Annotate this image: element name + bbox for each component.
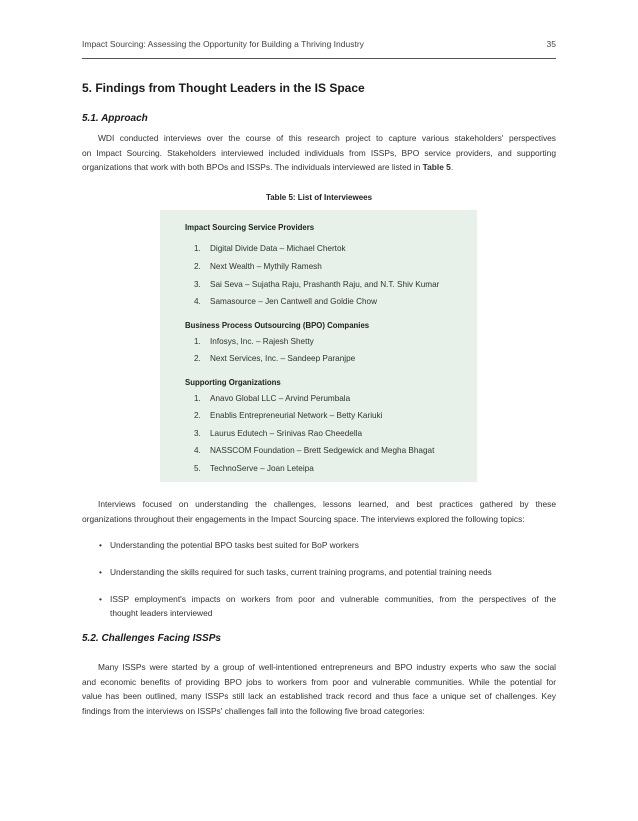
paragraph-line: value has been outlined, many ISSPs still lack an established track record and thus face a unique set of challenges. Key [82,691,556,701]
table-caption: Table 5: List of Interviewees [265,193,373,202]
bullet-line: ISSP employment's impacts on workers from poor and vulnerable communities, from the perspectives of the [110,594,556,604]
list-item-text: Digital Divide Data – Michael Chertok [210,244,346,253]
bullet-dot-icon: • [99,594,102,604]
list-item-text: Enablis Entrepreneurial Network – Betty Kariuki [210,411,383,420]
list-item-text: Anavo Global LLC – Arvind Perumbala [210,394,351,403]
list-item-number: 3. [194,280,201,289]
list-item [194,464,314,473]
running-title: Impact Sourcing: Assessing the Opportunity for Building a Thriving Industry [82,39,364,49]
list-item-number: 1. [194,244,201,253]
bullet-text [99,592,556,620]
list-item-text: Sai Seva – Sujatha Raju, Prashanth Raju, and N.T. Shiv Kumar [210,280,440,289]
list-item-text: Next Wealth – Mythily Ramesh [210,262,322,271]
paragraph-line: on Impact Sourcing. Stakeholders interviewed included individuals from ISSPs, BPO service providers, and supporting [82,147,556,158]
list-item-text: NASSCOM Foundation – Brett Sedgewick and Megha Bhagat [210,446,435,455]
section-title: 5. Findings from Thought Leaders in the IS Space [82,81,365,95]
list-item [194,354,355,363]
list-item [194,297,377,306]
bullet-line: Understanding the skills required for such tasks, current training programs, and potential training needs [110,567,492,577]
list-item-number: 4. [194,446,201,455]
list-item [194,244,346,253]
paragraph-line: Interviews focused on understanding the challenges, lessons learned, and best practices gathered by these [98,499,556,509]
header-rule [82,58,556,59]
group-title-supporting: Supporting Organizations [185,378,281,387]
list-item-number: 1. [194,337,201,346]
paragraph-line: findings from the interviews on ISSPs' challenges fall into the following five broad categories: [82,705,425,716]
table-reference-suffix: . [450,162,454,172]
paragraph-line-text: organizations that work with both BPOs and ISSPs. The individuals interviewed are listed in [82,162,423,172]
list-item-text: TechnoServe – Joan Leteipa [210,464,314,473]
list-item-number: 2. [194,411,201,420]
paragraph-line: organizations throughout their engagements in the Impact Sourcing space. The interviews explored the following topics: [82,513,525,524]
list-item-number: 4. [194,297,201,306]
approach-paragraph [82,131,556,175]
list-item-number: 5. [194,464,201,473]
list-item [194,446,434,455]
list-item [194,411,382,420]
bullet-line: thought leaders interviewed [110,608,213,618]
list-item [194,429,362,438]
paragraph-line: WDI conducted interviews over the course of this research project to capture various stakeholders' perspectives [98,133,556,143]
list-item-text: Next Services, Inc. – Sandeep Paranjpe [210,354,356,363]
subsection-title-approach: 5.1. Approach [82,113,148,124]
interviews-paragraph [82,497,556,526]
page-header [82,39,556,49]
group-title-bpo: Business Process Outsourcing (BPO) Companies [185,321,370,330]
list-item-text: Samasource – Jen Cantwell and Goldie Chow [210,297,378,306]
table-reference: Table 5 [422,162,451,172]
list-item-number: 2. [194,262,201,271]
paragraph-line [82,160,556,175]
list-item-text: Laurus Edutech – Srinivas Rao Cheedella [210,429,363,438]
list-item [194,394,350,403]
paragraph-line: and economic benefits of providing BPO jobs to workers from poor and vulnerable communities. While the potential for [82,676,556,687]
list-item [194,337,314,346]
bullet-item [99,538,556,552]
bullet-dot-icon: • [99,567,102,577]
list-item [194,280,439,289]
group-title-issp: Impact Sourcing Service Providers [185,223,315,232]
list-item-number: 3. [194,429,201,438]
list-item-number: 2. [194,354,201,363]
page-number: 35 [546,39,556,49]
bullet-text [99,565,556,579]
bullet-line: Understanding the potential BPO tasks best suited for BoP workers [110,540,359,550]
bullet-dot-icon: • [99,540,102,550]
list-item [194,262,322,271]
bullet-item [99,592,556,620]
paragraph-line: Many ISSPs were started by a group of well-intentioned entrepreneurs and BPO industry experts who saw the social [98,662,556,672]
subsection-title-challenges: 5.2. Challenges Facing ISSPs [82,633,221,644]
list-item-text: Infosys, Inc. – Rajesh Shetty [210,337,314,346]
challenges-paragraph [82,660,556,718]
bullet-text [99,538,556,552]
interviewees-table [160,210,477,482]
list-item-number: 1. [194,394,201,403]
bullet-item [99,565,556,579]
